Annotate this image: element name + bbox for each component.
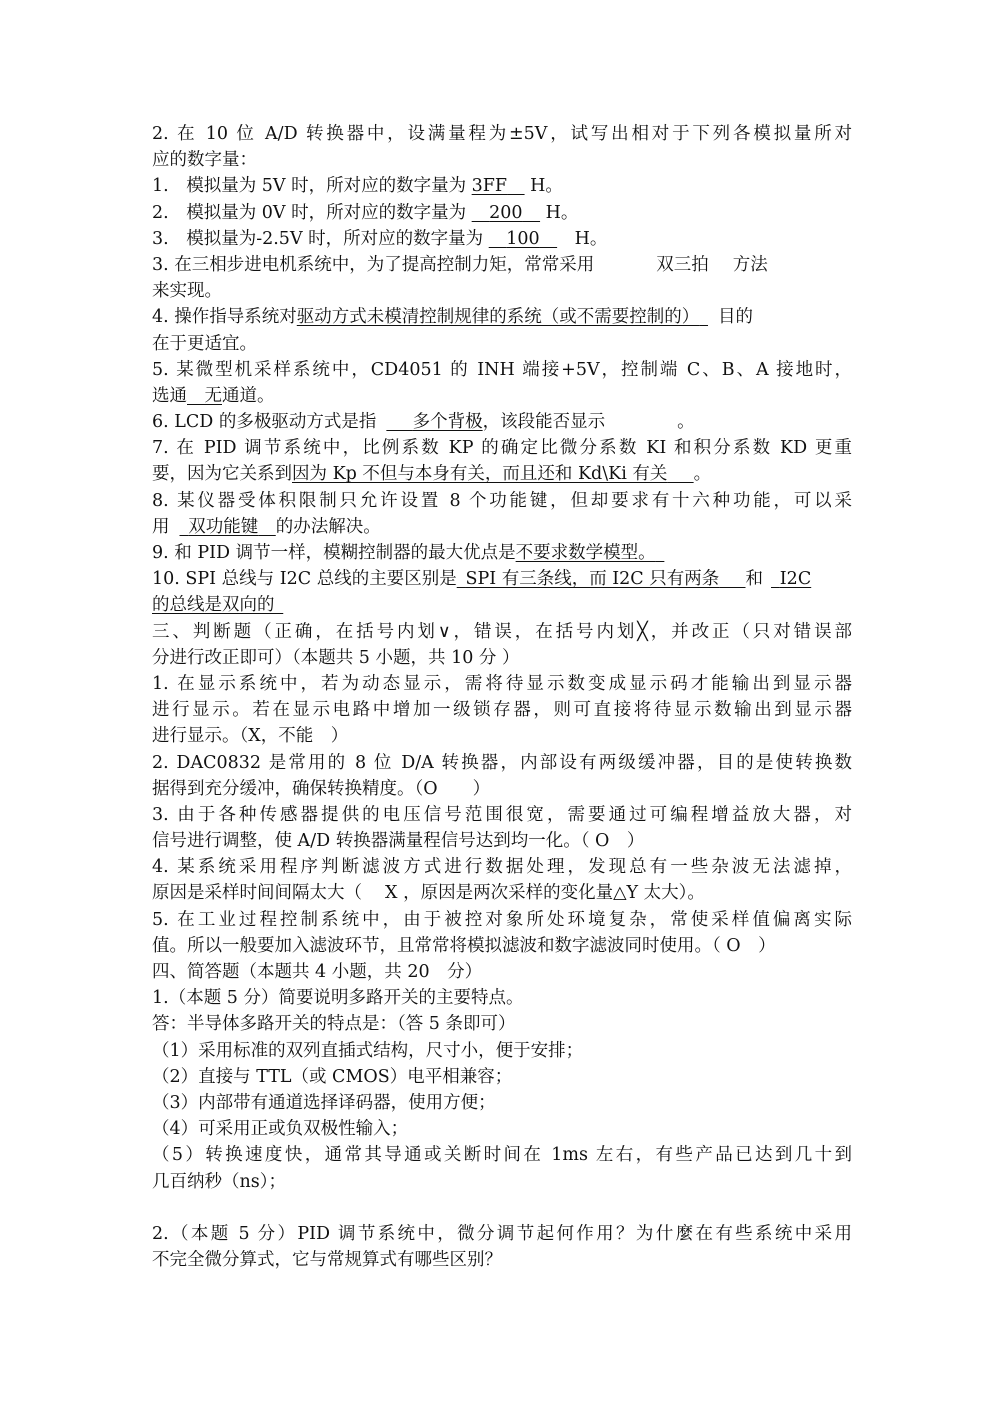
q2-line-1 — [152, 121, 852, 147]
q2-item-2 — [152, 200, 852, 226]
q10-text-mid: 和 — [745, 569, 764, 590]
q5-line-2 — [152, 383, 852, 409]
q6-text-mid: ，该段能否显示 — [482, 412, 606, 433]
q7-text-start: 要，因为它关系到 — [152, 464, 292, 485]
short-1-point-text: （4）可采用正或负双极性输入； — [152, 1119, 409, 1140]
q2-item-3-unit: H。 — [569, 228, 608, 249]
q8-text-start: 用 — [152, 516, 170, 537]
short-1-point-text: （2）直接与 TTL（或 CMOS）电平相兼容； — [152, 1066, 513, 1087]
short-1-text: 1.（本题 5 分）简要说明多路开关的主要特点。 — [152, 988, 524, 1009]
short-1-point-5 — [152, 1142, 852, 1168]
q2-item-2-unit: H。 — [540, 202, 579, 223]
q2-item-3-answer: 100 — [506, 228, 540, 249]
short-1-point-text-cont: 几百纳秒（ns）； — [152, 1171, 287, 1192]
q2-item-1-answer: 3FF — [471, 176, 508, 197]
q10-answer-2-cont: 的总线是双向的 — [152, 595, 275, 616]
judge-1-line-3 — [152, 723, 852, 749]
q2-item-1-text: 1. 模拟量为 5V 时，所对应的数字量为 — [152, 176, 472, 197]
q6-text-end: 。 — [677, 412, 695, 433]
short-1-answer-intro — [152, 1011, 852, 1037]
judge-3-answer: 信号进行调整，使 A/D 转换器满量程信号达到均一化。（ O ） — [152, 831, 645, 852]
judge-2-text: 2. DAC0832 是常用的 8 位 D/A 转换器，内部设有两级缓冲器，目的是使转换数 — [152, 752, 852, 773]
q10-line-1 — [152, 566, 852, 592]
q4-line-1 — [152, 304, 852, 330]
q5-text-start: 选通 — [152, 385, 187, 406]
q2-item-1-unit: H。 — [524, 176, 563, 197]
judge-2-line-1 — [152, 750, 852, 776]
q4-text-cont: 在于更适宜。 — [152, 333, 257, 354]
q4-text-end: 目的 — [718, 307, 754, 328]
short-1-point-3 — [152, 1090, 852, 1116]
q8-text-end: 的办法解决。 — [275, 516, 381, 537]
judge-1-text-cont: 进行显示。若在显示电路中增加一级锁存器，则可直接将待显示数输出到显示器 — [152, 700, 852, 721]
judge-1-answer: 进行显示。（X，不能 ） — [152, 726, 349, 747]
q7-line-2 — [152, 461, 852, 487]
section-4-heading — [152, 959, 852, 985]
q4-text: 4. 操作指导系统对 — [152, 307, 297, 328]
short-1-point-4 — [152, 1116, 852, 1142]
section-4-title: 四、简答题（本题共 4 小题，共 20 分） — [152, 962, 483, 982]
judge-3-line-2 — [152, 828, 852, 854]
short-1-point-text: （3）内部带有通道选择译码器，使用方便； — [152, 1092, 496, 1113]
q8-line-2 — [152, 514, 852, 540]
q8-line-1 — [152, 488, 852, 514]
q5-answer: 无 — [204, 385, 222, 406]
judge-2-line-2 — [152, 776, 852, 802]
q2-item-1 — [152, 173, 852, 199]
judge-5-text: 5. 在工业过程控制系统中，由于被控对象所处环境复杂，常使采样值偏离实际 — [152, 909, 852, 930]
judge-4-answer: 原因是采样时间间隔太大（ X ，原因是两次采样的变化量△Y 太大）。 — [152, 883, 705, 904]
q4-line-2 — [152, 331, 852, 357]
judge-5-answer: 值。所以一般要加入滤波环节，且常常将模拟滤波和数字滤波同时使用。（ O ） — [152, 935, 776, 956]
judge-4-line-2 — [152, 880, 852, 906]
short-2-text: 2.（本题 5 分）PID 调节系统中，微分调节起何作用？为什麼在有些系统中采用 — [152, 1223, 852, 1244]
section-3-title: 三、判断题（正确，在括号内划∨，错误，在括号内划╳，并改正（只对错误部 — [152, 621, 852, 642]
short-1-point-2 — [152, 1064, 852, 1090]
q4-answer: 驱动方式未模清控制规律的系统（或不需要控制的） — [296, 307, 700, 328]
q10-answer-1: SPI 有三条线，而 I2C 只有两条 — [465, 569, 720, 590]
short-1-point-1 — [152, 1038, 852, 1064]
q6-answer: 多个背极 — [412, 412, 483, 433]
q2-text: 2. 在 10 位 A/D 转换器中，设满量程为±5V，试写出相对于下列各模拟量所对 — [152, 124, 852, 144]
q10-answer-2: I2C — [779, 569, 812, 590]
judge-3-text: 3. 由于各种传感器提供的电压信号范围很宽，需要通过可编程增益放大器，对 — [152, 804, 852, 825]
q3-answer: 双三拍 — [656, 254, 709, 275]
section-3-heading-cont — [152, 645, 852, 671]
q2-line-2 — [152, 147, 852, 173]
q5-line-1 — [152, 357, 852, 383]
q8-text: 8. 某仪器受体积限制只允许设置 8 个功能键，但却要求有十六种功能，可以采 — [152, 490, 852, 511]
q5-text: 5. 某微型机采样系统中，CD4051 的 INH 端接+5V，控制端 C、B、A 接地时， — [152, 359, 852, 380]
section-3-heading — [152, 619, 852, 645]
judge-4-line-1 — [152, 854, 852, 880]
judge-1-text: 1. 在显示系统中，若为动态显示，需将待显示数变成显示码才能输出到显示器 — [152, 673, 852, 694]
short-2-question-cont — [152, 1247, 852, 1273]
q9-answer: 不要求数学模型。 — [515, 543, 656, 563]
q6-line — [152, 409, 852, 435]
judge-2-answer: 据得到充分缓冲，确保转换精度。（O ） — [152, 778, 491, 799]
judge-5-line-2 — [152, 933, 852, 959]
short-1-point-5-cont — [152, 1169, 852, 1195]
q2-item-3-text: 3. 模拟量为-2.5V 时，所对应的数字量为 — [152, 228, 489, 249]
q9-line — [152, 540, 852, 566]
judge-3-line-1 — [152, 802, 852, 828]
q7-text-end: 。 — [693, 464, 712, 485]
section-3-title-cont: 分进行改正即可）（本题共 5 小题，共 10 分 ） — [152, 647, 520, 668]
judge-5-line-1 — [152, 907, 852, 933]
q10-line-2 — [152, 592, 852, 618]
q3-text-cont: 来实现。 — [152, 281, 222, 302]
q3-text-end: 方法 — [732, 254, 768, 275]
short-2-text-cont: 不完全微分算式，它与常规算式有哪些区别？ — [152, 1250, 502, 1271]
q5-text-end: 通道。 — [222, 385, 275, 406]
q2-item-3 — [152, 226, 852, 252]
short-1-question — [152, 985, 852, 1011]
q10-text: 10. SPI 总线与 I2C 总线的主要区别是 — [152, 569, 457, 590]
judge-1-line-1 — [152, 671, 852, 697]
q2-item-2-answer: 200 — [489, 202, 523, 223]
short-1-point-text: （1）采用标准的双列直插式结构，尺寸小，便于安排； — [152, 1040, 584, 1061]
judge-1-line-2 — [152, 697, 852, 723]
q3-line-1 — [152, 252, 852, 278]
short-1-point-text: （5）转换速度快，通常其导通或关断时间在 1ms 左右，有些产品已达到几十到 — [152, 1145, 852, 1166]
q6-text: 6. LCD 的多极驱动方式是指 — [152, 412, 377, 433]
judge-4-text: 4. 某系统采用程序判断滤波方式进行数据处理，发现总有一些杂波无法滤掉， — [152, 857, 852, 878]
blank-line — [152, 1195, 852, 1221]
document-body — [152, 121, 852, 1273]
short-2-question — [152, 1221, 852, 1247]
q2-item-2-text: 2. 模拟量为 0V 时，所对应的数字量为 — [152, 202, 472, 223]
q7-line-1 — [152, 435, 852, 461]
q7-answer: 因为 Kp 不但与本身有关，而且还和 Kd\Ki 有关 — [292, 464, 668, 485]
q7-text: 7. 在 PID 调节系统中，比例系数 KP 的确定比微分系数 KI 和积分系数 KD 更重 — [152, 438, 852, 459]
q3-line-2 — [152, 278, 852, 304]
q8-answer: 双功能键 — [188, 516, 259, 537]
q2-text-cont: 应的数字量： — [152, 150, 257, 171]
q3-text: 3. 在三相步进电机系统中，为了提高控制力矩，常常采用 — [152, 254, 595, 275]
q9-text: 9. 和 PID 调节一样，模糊控制器的最大优点是 — [152, 543, 516, 563]
short-1-answer: 答：半导体多路开关的特点是：（答 5 条即可） — [152, 1014, 516, 1035]
